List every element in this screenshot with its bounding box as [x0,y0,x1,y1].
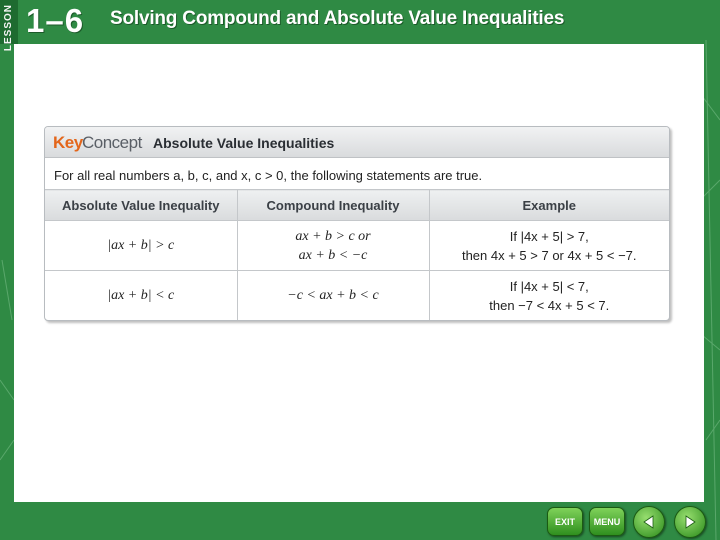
example-line: If |4x + 5| < 7, [509,278,589,294]
lesson-number: 1–6 [26,2,85,39]
key-concept-key-word: Key [53,133,83,152]
column-header: Example [429,190,669,221]
exit-label: EXIT [554,516,575,527]
menu-label: MENU [593,516,621,527]
compound-line: −c < ax + b < c [287,288,379,303]
next-slide-button[interactable] [674,506,706,536]
compound-line: ax + b < −c [298,247,368,263]
lesson-label: LESSON [3,4,14,52]
example-line: then −7 < 4x + 5 < 7. [489,297,610,313]
example-line: then 4x + 5 > 7 or 4x + 5 < −7. [461,247,637,263]
key-concept-box [44,126,670,321]
key-concept-header [45,127,669,158]
compound-line: ax + b > c or [295,228,371,244]
example-cell [429,221,669,271]
compound-inequality-cell [237,271,429,321]
column-header: Compound Inequality [237,190,429,221]
lesson-title: Solving Compound and Absolute Value Inequalities [110,8,565,29]
absolute-inequality-cell: |ax + b| < c [45,271,237,321]
previous-slide-button[interactable] [633,506,665,536]
menu-button[interactable] [589,506,625,536]
exit-button[interactable] [547,506,583,536]
example-cell [429,271,669,321]
example-line: If |4x + 5| > 7, [509,228,589,244]
lesson-tab [0,0,18,52]
absolute-inequality-cell: |ax + b| > c [45,221,237,271]
key-concept-title: Absolute Value Inequalities [153,135,335,151]
key-concept-concept-word: Concept [82,133,142,152]
triangle-left-icon [641,514,657,530]
table-header-row [45,190,669,221]
column-header: Absolute Value Inequality [45,190,237,221]
compound-inequality-cell [237,221,429,271]
table-row [45,271,669,321]
slide-header [0,0,720,52]
key-concept-intro: For all real numbers a, b, c, and x, c > 0, the following statements are true. [54,168,483,183]
triangle-right-icon [682,514,698,530]
table-row [45,221,669,271]
inequality-table [45,189,669,320]
